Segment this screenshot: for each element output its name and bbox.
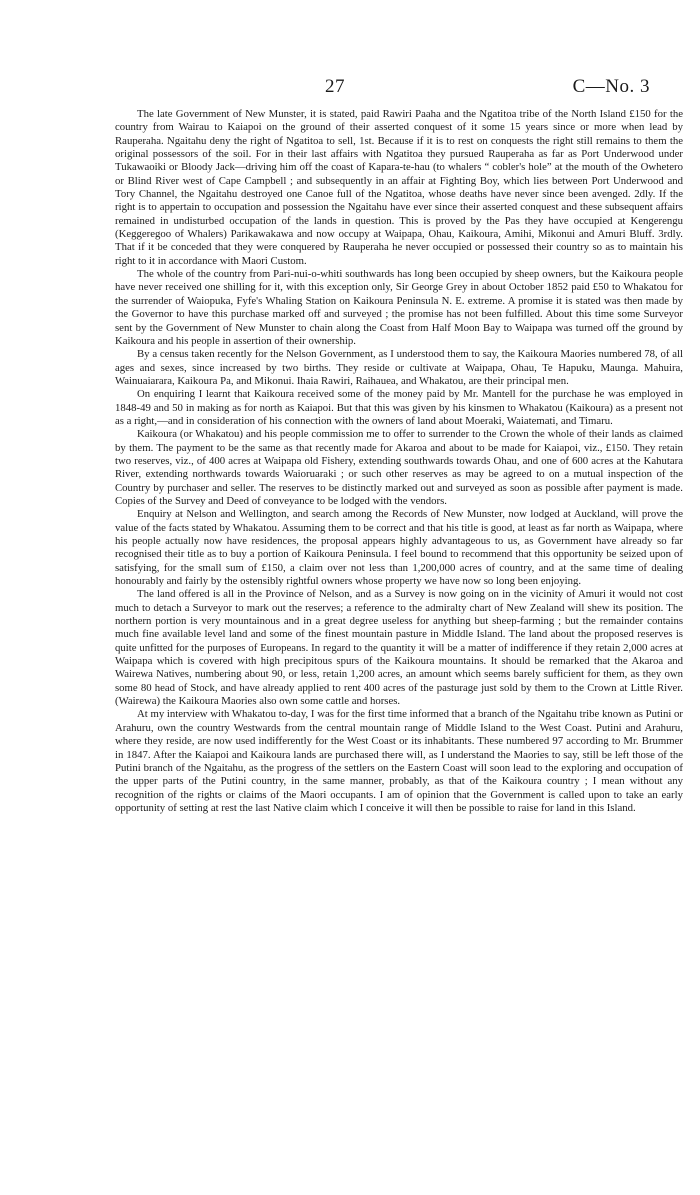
paragraph-surrender-offer: Kaikoura (or Whakatou) and his people commission me to offer to surrender to the Crown the whole of their lands as claimed by them. The payment to be the same as that recently made for Akaroa and about to be made for Kaiapoi, viz., £150. They retain two reserves, viz., of 400 acres at Waipapa old Fishery, extending southwards towards Ohau, and one of 600 acres at the Kahutara River, extending northwards towards Waioruaraki ; or such other reserves as may be agreed to on a mutual inspection of the Country by purchaser and seller. The reserves to be distinctly marked out and surveyed as soon as possible after payment is made. Copies of the Survey and Deed of conveyance to be lodged with the vendors. xyxy=(115,428,683,507)
page-header xyxy=(0,76,700,98)
body-text xyxy=(115,108,683,815)
paragraph-sheep-owners: The whole of the country from Pari-nui-o-whiti southwards has long been occupied by sheep owners, but the Kaikoura people have never received one shilling for it, with this exception only, Sir George Grey in about October 1852 paid £50 to Whakatou for the surrender of Waiopuka, Fyfe's Whaling Station on Kaikoura Peninsula N. E. extreme. A promise it is stated was then made by the Governor to have this purchase marked off and surveyed ; the promise has not been fulfilled. About this time some Surveyor sent by the Government of New Munster to chain along the Coast from Half Moon Bay to Waipapa was turned off the ground by Kaikoura and his people in assertion of their ownership. xyxy=(115,268,683,347)
paragraph-land-offered: The land offered is all in the Province of Nelson, and as a Survey is now going on in the vicinity of Amuri it would not cost much to detach a Surveyor to mark out the reserves; a reference to the admiralty chart of New Zealand will shew its position. The northern portion is very mountainous and in a great degree useless for anything but sheep-farming ; but the remainder contains much fine available level land and some of the finest mountain pasture in Middle Island. The land about the proposed reserves is quite unfitted for the purposes of Europeans. In regard to the quantity it will be a matter of indifference if they retain 2,000 acres at Waipapa which is covered with high precipitous spurs of the Kaikoura mountains. It should be remarked that the Akaroa and Wairewa Natives, numbering about 90, or less, retain 1,200 acres, an amount which seems barely sufficient for them, as they own some 80 head of Stock, and have already applied to rent 400 acres of the pasturage just sold by them to the Crown at Little River. (Wairewa) the Kaikoura Maories also own some cattle and horses. xyxy=(115,588,683,708)
paragraph-putini-branch: At my interview with Whakatou to-day, I was for the first time informed that a branch of the Ngaitahu tribe known as Putini or Arahuru, own the country Westwards from the central mountain range of Middle Island to the West Coast. Putini and Arahuru, where they reside, are now used indifferently for the West Coast or its inhabitants. These numbered 97 according to Mr. Brummer in 1847. After the Kaiapoi and Kaikoura lands are purchased there will, as I understand the Maories to say, still be left those of the Putini branch of the Ngaitahu, as the progress of the settlers on the Eastern Coast will soon lead to the exploring and occupation of the upper parts of the Putini country, in the same manner, probably, as that of the Kaikoura country ; I mean without any recognition of the rights or claims of the Maori occupants. I am of opinion that the Government is called upon to take an early opportunity of setting at rest the last Native claim which I conceive it will then be possible to raise for land in this Island. xyxy=(115,708,683,814)
document-reference: C—No. 3 xyxy=(572,76,650,97)
paragraph-census: By a census taken recently for the Nelson Government, as I understood them to say, the Kaikoura Maories numbered 78, of all ages and sexes, since increased by two births. They reside or cultivate at Waipapa, Ohau, Te Hapuku, Maunga. Mahuira, Wainuaiarara, Kaikoura Pa, and Mikonui. Ihaia Rawiri, Raihauea, and Whakatou, are their principal men. xyxy=(115,348,683,387)
paragraph-new-munster-payment: The late Government of New Munster, it is stated, paid Rawiri Paaha and the Ngatitoa tribe of the North Island £150 for the country from Wairau to Kaiapoi on the ground of their asserted conquest of it some 15 years since or more when lead by Rauperaha. Ngaitahu deny the right of Ngatitoa to sell, 1st. Because if it is to rest on conquests the right still remains to them the original possessors of the soil. For in their last affairs with Ngatitoa they pursued Rauperaha as far as Port Underwood under Tukawaoiki or Bloody Jack—driving him off the coast of Kapara-te-hau (to whalers “ cobler's hole” at the mouth of the Owhetero or Blind River west of Cape Campbell ; and subsequently in an affair at Fighting Boy, which lies between Port Underwood and Tory Channel, the Ngaitahu destroyed one Canoe full of the Ngatitoa, whose deaths have never since been avenged. 2dly. If the right is to appertain to occupation and possession the Ngaitahu have ever since their asserted conquest and these subsequent affairs remained in undisturbed occupation of the lands in question. This is proved by the Pas they have occupied at Kengerengu (Keggeregoo of Whalers) Parikawakawa and now occupy at Waipapa, Ohau, Kaikoura, Amihi, Mikonui and Amuri Bluff. 3rdly. That if it be conceded that they were conquered by Rauperaha he never occupied or possessed their country so as to maintain his right to it in accordance with Maori Custom. xyxy=(115,108,683,267)
paragraph-mantell-payment: On enquiring I learnt that Kaikoura received some of the money paid by Mr. Mantell for the purchase he was employed in 1848-49 and 50 in making as for north as Kaiapoi. But that this was given by his kinsmen to Whakatou (Kaikoura) as a present not as a right,—and in consideration of his connection with the owners of land about Moeraki, Waiatemati, and Timaru. xyxy=(115,388,683,427)
paragraph-enquiry: Enquiry at Nelson and Wellington, and search among the Records of New Munster, now lodged at Auckland, will prove the value of the facts stated by Whakatou. Assuming them to be correct and that his title is good, at least as far north as Waipapa, where his people actually now have residences, the proposal appears highly advantageous to us, as Government have already so far recognised their title as to buy a portion of Kaikoura Peninsula. I feel bound to recommend that this opportunity be seized upon of satisfying, for the small sum of £150, a claim over not less than 1,200,000 acres of country, and at the same time of dealing honourably and fairly by the ostensibly rightful owners whose property we have now so long been enjoying. xyxy=(115,508,683,588)
page-number: 27 xyxy=(325,76,345,97)
